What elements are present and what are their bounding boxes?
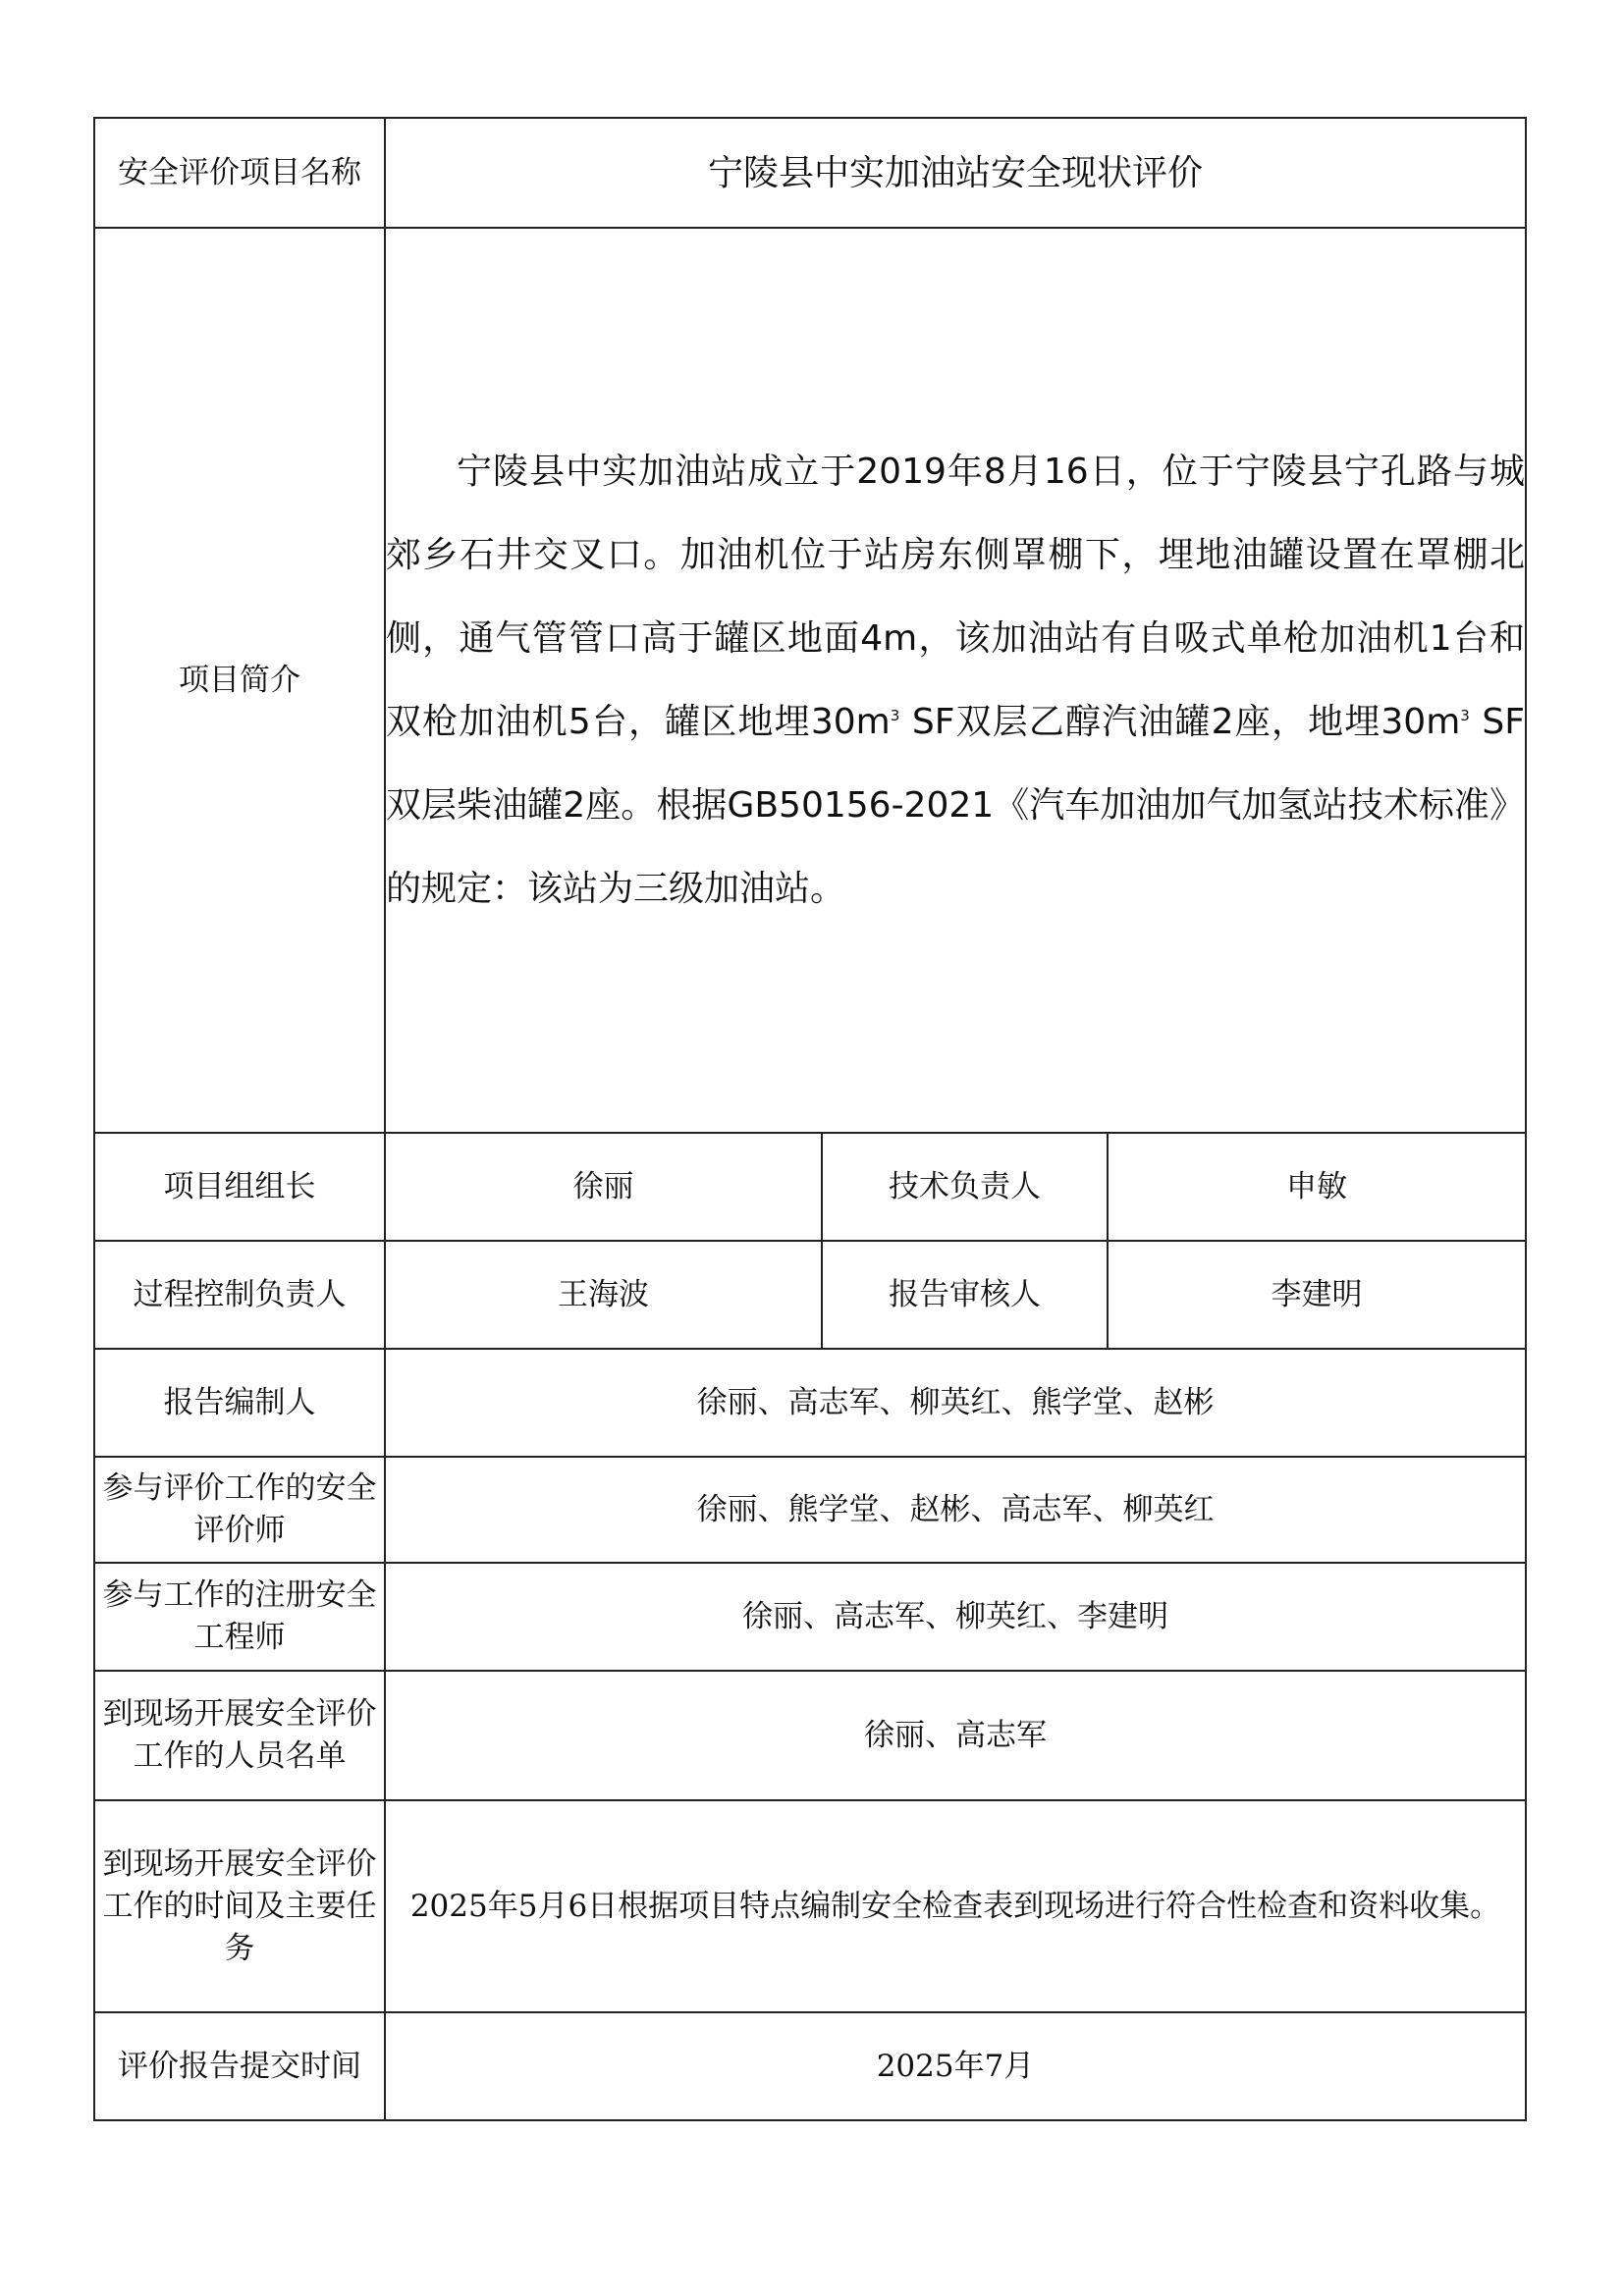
onsite-staff-label: 到现场开展安全评价工作的人员名单 [94,1671,385,1800]
safety-evaluators-label: 参与评价工作的安全评价师 [94,1457,385,1563]
author-row [94,1349,1526,1457]
engineer-row [94,1563,1526,1671]
onsite-task-label: 到现场开展安全评价工作的时间及主要任务 [94,1800,385,2012]
onsite-staff-row [94,1671,1526,1800]
leader-row [94,1133,1526,1241]
evaluator-row [94,1457,1526,1563]
control-row [94,1241,1526,1349]
evaluation-info-table [93,117,1527,2121]
onsite-staff-value: 徐丽、高志军 [385,1671,1526,1800]
report-reviewer-label: 报告审核人 [822,1241,1108,1349]
process-control-value: 王海波 [385,1241,822,1349]
submit-time-label: 评价报告提交时间 [94,2012,385,2120]
safety-engineers-value: 徐丽、高志军、柳英红、李建明 [385,1563,1526,1671]
project-intro-text: 宁陵县中实加油站成立于2019年8月16日，位于宁陵县宁孔路与城郊乡石井交叉口。加油机位于站房东侧罩棚下，埋地油罐设置在罩棚北侧，通气管管口高于罐区地面4m，该加油站有自吸式单枪加油机1台和双枪加油机5台，罐区地埋$30m^3$ SF双层乙醇汽油罐2座，地埋$30m^3$ SF双层柴油罐2座。根据GB50156-2021《汽车加油加气加氢站技术标准》的规定：该站为三级加油站。 [386,452,1525,909]
title-row [94,118,1526,228]
safety-evaluators-value: 徐丽、熊学堂、赵彬、高志军、柳英红 [385,1457,1526,1563]
intro-row [94,228,1526,1133]
submit-time-value: 2025年7月 [385,2012,1526,2120]
report-authors-value: 徐丽、高志军、柳英红、熊学堂、赵彬 [385,1349,1526,1457]
safety-engineers-label: 参与工作的注册安全工程师 [94,1563,385,1671]
report-reviewer-value: 李建明 [1108,1241,1526,1349]
technical-lead-value: 申敏 [1108,1133,1526,1241]
project-intro-cell [385,228,1526,1133]
process-control-label: 过程控制负责人 [94,1241,385,1349]
technical-lead-label: 技术负责人 [822,1133,1108,1241]
project-name-value: 宁陵县中实加油站安全现状评价 [385,118,1526,228]
onsite-task-row [94,1800,1526,2012]
submit-row [94,2012,1526,2120]
project-name-label: 安全评价项目名称 [94,118,385,228]
onsite-task-value: 2025年5月6日根据项目特点编制安全检查表到现场进行符合性检查和资料收集。 [385,1800,1526,2012]
project-intro-label: 项目简介 [94,228,385,1133]
team-leader-value: 徐丽 [385,1133,822,1241]
report-authors-label: 报告编制人 [94,1349,385,1457]
team-leader-label: 项目组组长 [94,1133,385,1241]
